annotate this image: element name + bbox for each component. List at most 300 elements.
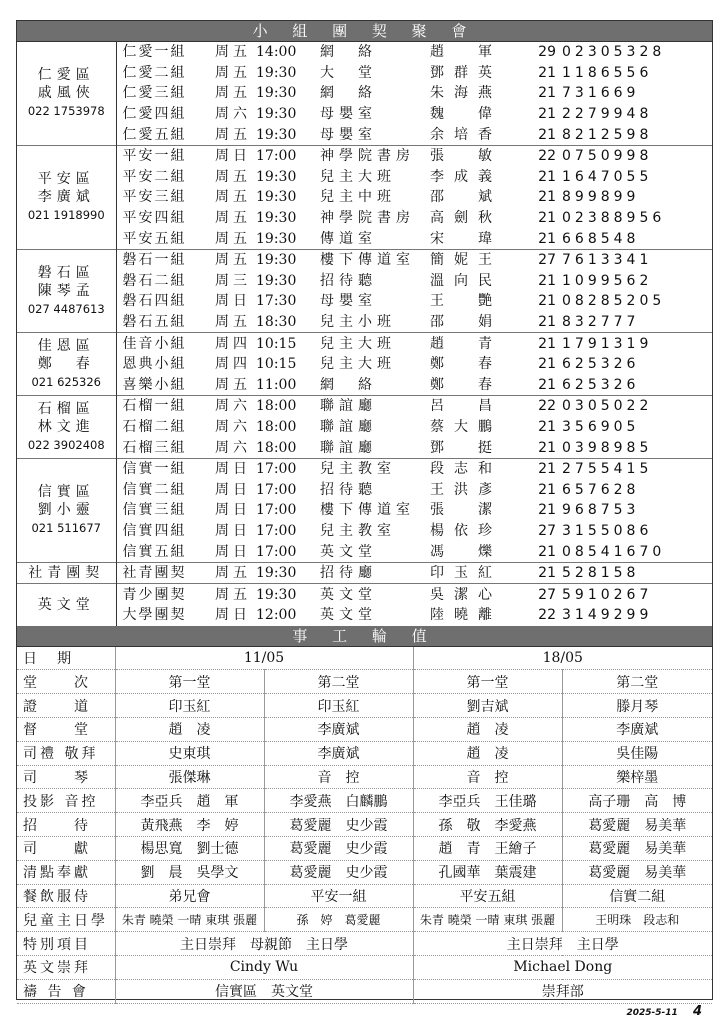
page-number: 4	[692, 1004, 702, 1019]
meeting-day: 周日	[215, 502, 251, 519]
phone-number: 3149299	[562, 607, 653, 624]
meeting-day: 周五	[215, 64, 251, 81]
meeting-place: 聯誼廳	[320, 418, 377, 435]
phone-number: 02388956	[562, 210, 666, 227]
district-phone: 021 625326	[31, 375, 101, 390]
group-name: 信實五組	[122, 543, 187, 560]
duty-row	[17, 694, 712, 718]
group-row	[17, 521, 712, 542]
meeting-place: 兒主教室	[320, 458, 430, 479]
duty-cell: 張傑琳	[115, 765, 264, 789]
district-cell	[17, 145, 116, 249]
duty-cell: Michael Dong	[413, 955, 712, 979]
group-name: 石榴二組	[122, 418, 187, 435]
duty-cell: 史東琪	[115, 741, 264, 765]
phone-prefix: 27	[538, 522, 556, 539]
meeting-time: 19:30	[256, 272, 297, 289]
duty-cell: 葛愛麗 易美華	[562, 813, 712, 837]
group-leader: 馮 爍	[430, 543, 502, 560]
meeting-place: 英文堂	[320, 543, 377, 560]
district-name: 佳恩區	[37, 338, 95, 355]
duty-row	[17, 860, 712, 884]
district-phone: 021 511677	[31, 521, 101, 536]
phone-number: 0750998	[562, 145, 712, 166]
phone-prefix: 21	[528, 562, 562, 584]
duty-cell: 吳佳陽	[562, 741, 712, 765]
meeting-place: 母嬰室	[320, 293, 377, 310]
group-row	[17, 562, 712, 584]
phone-prefix: 22	[528, 145, 562, 166]
group-leader: 趙 青	[430, 333, 528, 354]
phone-prefix: 21	[538, 272, 556, 289]
group-row	[17, 437, 712, 458]
district-phone: 022 1753978	[27, 104, 105, 119]
meeting-place: 英文堂	[320, 584, 430, 605]
group-leader: 鄧 挺	[430, 439, 502, 456]
meeting-place: 樓下傳道室	[320, 249, 430, 270]
group-leader: 簡妮王	[430, 249, 528, 270]
phone-number: 1186556	[562, 64, 653, 81]
group-leader: 印玉紅	[430, 562, 528, 584]
date-cell: 18/05	[413, 647, 712, 670]
phone-number: 7613341	[562, 249, 712, 270]
group-leader: 鄭 春	[430, 356, 502, 373]
group-leader: 宋 瑋	[430, 230, 502, 247]
meeting-time: 17:00	[256, 458, 320, 479]
phone-number: 356905	[562, 418, 640, 435]
meeting-day: 周六	[210, 396, 256, 417]
group-row	[17, 271, 712, 292]
duty-label: 司 琴	[17, 765, 115, 789]
group-row	[17, 541, 712, 562]
duty-label: 英文崇拜	[17, 955, 115, 979]
meeting-place: 母嬰室	[320, 126, 377, 143]
duty-cell: 李亞兵 王佳璐	[413, 789, 562, 813]
meeting-day: 周五	[215, 189, 251, 206]
duty-cell: 平安五組	[413, 884, 562, 908]
duty-cell: 葛愛麗 易美華	[562, 860, 712, 884]
phone-prefix: 22	[528, 396, 562, 417]
group-meetings-table	[17, 42, 712, 626]
duty-cell: 第一堂	[115, 670, 264, 694]
district-phone: 022 3902408	[27, 437, 105, 452]
group-leader: 吳潔心	[430, 584, 528, 605]
phone-prefix: 21	[538, 439, 556, 456]
meeting-place: 神學院書房	[320, 145, 430, 166]
meeting-place: 兒主小班	[320, 314, 396, 331]
meeting-day: 周五	[215, 85, 251, 102]
group-leader: 鄧群英	[430, 64, 502, 81]
duty-cell: 楊思寬 劉士德	[115, 837, 264, 861]
meeting-place: 兒主大班	[320, 168, 396, 185]
meeting-day: 周日	[215, 481, 251, 498]
phone-prefix: 21	[538, 376, 556, 393]
district-leader: 劉小靈	[37, 502, 95, 519]
meeting-day: 周六	[215, 106, 251, 123]
meeting-place: 網 絡	[320, 44, 377, 61]
group-row	[17, 312, 712, 333]
group-leader: 魏 偉	[430, 106, 502, 123]
duty-cell: 滕月琴	[562, 694, 712, 718]
group-leader: 王洪彥	[430, 481, 502, 498]
group-row	[17, 479, 712, 500]
meeting-day: 周五	[215, 230, 251, 247]
group-name: 平安一組	[116, 145, 210, 166]
meeting-day: 周日	[215, 522, 251, 539]
meeting-place: 大 堂	[320, 64, 377, 81]
duty-cell: 劉 晨 吳學文	[115, 860, 264, 884]
duty-label: 餐飲服侍	[17, 884, 115, 908]
meeting-day: 周五	[215, 314, 251, 331]
district-cell	[17, 249, 116, 332]
group-row	[17, 396, 712, 417]
duty-label: 兒童主日學	[17, 908, 115, 932]
page-footer	[627, 1004, 703, 1019]
district-cell	[17, 333, 116, 396]
meeting-time: 17:00	[256, 481, 297, 498]
duty-date-row	[17, 647, 712, 670]
meeting-day: 周日	[215, 543, 251, 560]
group-name: 平安五組	[122, 230, 187, 247]
section-header-groups: 小 組 團 契 聚 會	[17, 21, 712, 42]
group-name: 信實二組	[122, 481, 187, 498]
phone-prefix: 21	[538, 356, 556, 373]
phone-prefix: 21	[528, 458, 562, 479]
group-leader: 王 艷	[430, 293, 502, 310]
meeting-place: 招待廳	[320, 562, 430, 584]
group-name: 佳音小組	[116, 333, 210, 354]
phone-prefix: 21	[528, 333, 562, 354]
group-leader: 楊依珍	[430, 522, 502, 539]
group-row	[17, 228, 712, 249]
meeting-day: 周日	[215, 607, 251, 624]
duty-row	[17, 955, 712, 979]
duty-cell: 第二堂	[264, 670, 413, 694]
meeting-place: 聯誼廳	[320, 396, 430, 417]
meeting-day: 周五	[215, 376, 251, 393]
meeting-time: 10:15	[256, 356, 297, 373]
meeting-time: 19:30	[256, 230, 297, 247]
duty-cell: 印玉紅	[115, 694, 264, 718]
group-name: 磐石二組	[122, 272, 187, 289]
meeting-day: 周五	[215, 168, 251, 185]
group-leader: 陸曉離	[430, 607, 502, 624]
group-name: 仁愛三組	[122, 85, 187, 102]
meeting-time: 10:15	[256, 333, 320, 354]
group-row	[17, 584, 712, 605]
meeting-time: 19:30	[256, 85, 297, 102]
duty-row	[17, 884, 712, 908]
duty-label: 堂 次	[17, 670, 115, 694]
phone-number: 625326	[562, 356, 640, 373]
duty-cell: 印玉紅	[264, 694, 413, 718]
meeting-time: 18:00	[256, 396, 320, 417]
duty-cell: 主日崇拜 母親節 主日學	[115, 932, 413, 956]
group-name: 信實一組	[116, 458, 210, 479]
duty-cell: 李廣斌	[264, 718, 413, 742]
section-header-duty: 事 工 輪 值	[17, 626, 712, 647]
phone-prefix: 21	[538, 210, 556, 227]
district-name: 磐石區	[37, 265, 95, 282]
meeting-day: 周六	[215, 418, 251, 435]
meeting-time: 18:00	[256, 439, 297, 456]
group-row	[17, 333, 712, 354]
phone-prefix: 21	[538, 502, 556, 519]
meeting-time: 19:30	[256, 126, 297, 143]
group-name: 社青團契	[116, 562, 210, 584]
group-leader: 呂 昌	[430, 396, 528, 417]
phone-prefix: 21	[538, 543, 556, 560]
duty-cell: 葛愛麗 史少霞	[264, 813, 413, 837]
group-name: 恩典小組	[122, 356, 187, 373]
duty-cell: 李亞兵 趙 軍	[115, 789, 264, 813]
district-name: 石榴區	[37, 400, 95, 417]
duty-label: 證 道	[17, 694, 115, 718]
phone-number: 657628	[562, 481, 640, 498]
meeting-place: 英文堂	[320, 607, 377, 624]
duty-cell: 音 控	[264, 765, 413, 789]
meeting-day: 周五	[215, 44, 251, 61]
phone-number: 899899	[562, 189, 640, 206]
duty-row	[17, 718, 712, 742]
meeting-place: 樓下傳道室	[320, 502, 415, 519]
meeting-day: 周五	[210, 249, 256, 270]
duty-cell: 信實區 英文堂	[115, 979, 413, 1003]
meeting-day: 周日	[210, 458, 256, 479]
meeting-place: 兒主中班	[320, 189, 396, 206]
group-name: 仁愛二組	[122, 64, 187, 81]
meeting-day: 周三	[215, 272, 251, 289]
meeting-day: 周五	[215, 210, 251, 227]
phone-number: 668548	[562, 230, 640, 247]
phone-number: 1647055	[562, 168, 653, 185]
district-cell	[17, 584, 116, 626]
phone-prefix: 22	[538, 607, 556, 624]
meeting-time: 17:00	[256, 502, 297, 519]
group-name: 磐石一組	[116, 249, 210, 270]
date-cell: 11/05	[115, 647, 413, 670]
group-leader: 邵 斌	[430, 189, 502, 206]
district-leader: 陳琴孟	[37, 283, 95, 300]
duty-row	[17, 908, 712, 932]
phone-number: 968753	[562, 502, 640, 519]
meeting-time: 17:00	[256, 145, 320, 166]
phone-number: 3155086	[562, 522, 653, 539]
meeting-time: 19:30	[256, 64, 297, 81]
group-row	[17, 458, 712, 479]
duty-row	[17, 979, 712, 1003]
district-leader: 李廣斌	[37, 189, 95, 206]
meeting-day: 周五	[215, 126, 251, 143]
group-name: 平安三組	[122, 189, 187, 206]
duty-cell: 李廣斌	[264, 741, 413, 765]
phone-prefix: 21	[538, 481, 556, 498]
phone-prefix: 21	[538, 85, 556, 102]
group-name: 仁愛四組	[122, 106, 187, 123]
meeting-time: 18:30	[256, 314, 297, 331]
group-row	[17, 605, 712, 626]
phone-prefix: 21	[538, 64, 556, 81]
duty-label: 司禮 敬拜	[17, 741, 115, 765]
phone-number: 832777	[562, 314, 640, 331]
duty-cell: 崇拜部	[413, 979, 712, 1003]
duty-row	[17, 670, 712, 694]
meeting-time: 18:00	[256, 418, 297, 435]
duty-cell: 音 控	[413, 765, 562, 789]
duty-cell: 葛愛麗 史少霞	[264, 837, 413, 861]
phone-number: 02305328	[562, 44, 666, 61]
phone-prefix: 21	[538, 293, 556, 310]
duty-row	[17, 932, 712, 956]
district-name: 平安區	[37, 171, 95, 188]
duty-cell: 孫 敬 李愛燕	[413, 813, 562, 837]
meeting-time: 17:00	[256, 543, 297, 560]
group-name: 磐石四組	[122, 293, 187, 310]
duty-cell: 李廣斌	[562, 718, 712, 742]
district-phone: 027 4487613	[27, 302, 105, 317]
group-row	[17, 208, 712, 229]
duty-cell: 趙 青 王繪子	[413, 837, 562, 861]
phone-prefix: 21	[538, 230, 556, 247]
meeting-day: 周五	[210, 584, 256, 605]
phone-number: 731669	[562, 85, 640, 102]
duty-cell: 李愛燕 白麟鵬	[264, 789, 413, 813]
meeting-time: 19:30	[256, 168, 297, 185]
phone-prefix: 27	[528, 249, 562, 270]
district-leader: 鄭 春	[37, 356, 95, 373]
group-name: 石榴一組	[116, 396, 210, 417]
group-name: 磐石五組	[122, 314, 187, 331]
group-leader: 李成義	[430, 168, 502, 185]
duty-cell: 朱青 曉榮 一晴 東琪 張麗	[413, 908, 562, 932]
district-cell	[17, 458, 116, 562]
meeting-place: 兒主教室	[320, 522, 396, 539]
phone-number: 1099562	[562, 272, 653, 289]
group-name: 信實四組	[122, 522, 187, 539]
group-row	[17, 417, 712, 438]
duty-label: 投影 音控	[17, 789, 115, 813]
meeting-time: 19:30	[256, 584, 320, 605]
group-name: 喜樂小組	[122, 376, 187, 393]
district-cell	[17, 396, 116, 459]
district-leader: 戚風俠	[37, 85, 95, 102]
duty-row	[17, 789, 712, 813]
duty-cell: 平安一組	[264, 884, 413, 908]
phone-prefix: 21	[538, 314, 556, 331]
group-leader: 余培香	[430, 126, 502, 143]
group-name: 青少團契	[116, 584, 210, 605]
duty-cell: 第二堂	[562, 670, 712, 694]
duty-row	[17, 765, 712, 789]
duty-cell: 孔國華 葉震建	[413, 860, 562, 884]
group-name: 仁愛五組	[122, 126, 187, 143]
duty-cell: 葛愛麗 史少霞	[264, 860, 413, 884]
group-name: 大學團契	[122, 607, 187, 624]
meeting-place: 網 絡	[320, 85, 377, 102]
meeting-place: 招待聽	[320, 481, 377, 498]
meeting-place: 網 絡	[320, 376, 377, 393]
phone-prefix: 29	[538, 44, 556, 61]
duty-cell: 樂梓墨	[562, 765, 712, 789]
duty-cell: 黃飛燕 李 婷	[115, 813, 264, 837]
duty-cell: 弟兄會	[115, 884, 264, 908]
meeting-day: 周四	[210, 333, 256, 354]
district-name: 仁愛區	[37, 67, 95, 84]
duty-label: 日 期	[17, 647, 115, 670]
group-leader: 邵 娟	[430, 314, 502, 331]
group-row	[17, 63, 712, 84]
group-row	[17, 145, 712, 166]
meeting-day: 周四	[215, 356, 251, 373]
district-leader: 林文進	[37, 418, 95, 435]
meeting-time: 17:00	[256, 522, 297, 539]
phone-number: 2279948	[562, 106, 653, 123]
meeting-place: 兒主大班	[320, 356, 396, 373]
meeting-time: 19:30	[256, 189, 297, 206]
meeting-time: 19:30	[256, 249, 320, 270]
bulletin-page	[16, 20, 713, 1000]
group-row	[17, 375, 712, 396]
meeting-time: 17:30	[256, 293, 297, 310]
duty-cell: 王明珠 段志和	[562, 908, 712, 932]
duty-cell: 劉吉斌	[413, 694, 562, 718]
meeting-time: 11:00	[256, 376, 297, 393]
group-row	[17, 500, 712, 521]
duty-cell: 趙 凌	[413, 741, 562, 765]
phone-prefix: 21	[538, 168, 556, 185]
district-name: 信實區	[37, 484, 95, 501]
group-row	[17, 291, 712, 312]
duty-cell: 朱青 曉榮 一晴 東琪 張麗	[115, 908, 264, 932]
duty-label: 司 獻	[17, 837, 115, 861]
group-row	[17, 124, 712, 145]
group-row	[17, 42, 712, 63]
group-name: 平安二組	[122, 168, 187, 185]
duty-cell: 趙 凌	[413, 718, 562, 742]
duty-cell: Cindy Wu	[115, 955, 413, 979]
group-leader: 溫向民	[430, 272, 502, 289]
group-row	[17, 104, 712, 125]
group-leader: 朱海燕	[430, 85, 502, 102]
duty-cell: 第一堂	[413, 670, 562, 694]
phone-prefix: 21	[538, 189, 556, 206]
phone-prefix: 27	[528, 584, 562, 605]
meeting-time: 19:30	[256, 106, 297, 123]
phone-number: 0305022	[562, 396, 712, 417]
duty-cell: 孫 婷 葛愛麗	[264, 908, 413, 932]
phone-number: 1791319	[562, 333, 712, 354]
meeting-place: 神學院書房	[320, 210, 415, 227]
duty-cell: 主日崇拜 主日學	[413, 932, 712, 956]
footer-date: 2025-5-11	[626, 1008, 678, 1018]
district-name: 社青團契	[28, 565, 105, 582]
meeting-time: 12:00	[256, 607, 297, 624]
duty-cell: 葛愛麗 易美華	[562, 837, 712, 861]
phone-number: 08285205	[562, 293, 666, 310]
meeting-place: 聯誼廳	[320, 439, 377, 456]
meeting-day: 周日	[210, 145, 256, 166]
group-row	[17, 249, 712, 270]
meeting-day: 周六	[215, 439, 251, 456]
group-row	[17, 167, 712, 188]
duty-label: 特別項目	[17, 932, 115, 956]
district-cell	[17, 562, 116, 584]
duty-roster-table	[17, 647, 712, 1004]
phone-number: 528158	[562, 562, 712, 584]
duty-label: 禱 告 會	[17, 979, 115, 1003]
meeting-place: 傳道室	[320, 230, 377, 247]
meeting-place: 母嬰室	[320, 106, 377, 123]
